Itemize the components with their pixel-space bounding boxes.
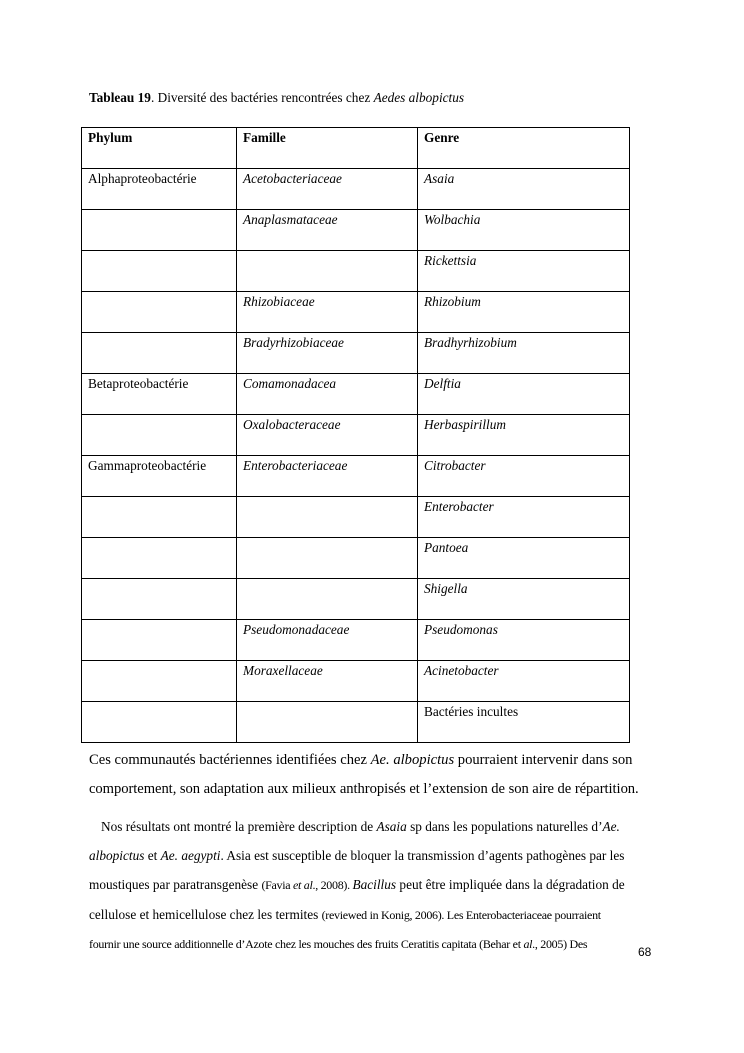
text-span: pourraient intervenir dans son [454, 752, 633, 768]
table-row [82, 210, 630, 251]
cell-phylum [82, 415, 237, 456]
cell-genre: Bactéries incultes [418, 702, 630, 743]
paragraph-line [89, 900, 656, 930]
table-row [82, 292, 630, 333]
table-row [82, 456, 630, 497]
cell-phylum: Gammaproteobactérie [82, 456, 237, 497]
cell-genre: Pseudomonas [418, 620, 630, 661]
table-row [82, 251, 630, 292]
cell-phylum [82, 497, 237, 538]
table-row [82, 497, 630, 538]
paragraph-communities [89, 746, 661, 804]
species-name: Ae. albopictus [370, 752, 455, 768]
citation: (Favia [261, 878, 293, 892]
table-row [82, 620, 630, 661]
text-span: Ces communautés bactériennes identifiées chez [89, 752, 371, 768]
cell-famille [237, 702, 418, 743]
cell-famille: Bradyrhizobiaceae [237, 333, 418, 374]
species-name: albopictus [89, 848, 145, 863]
cell-phylum [82, 620, 237, 661]
text-span: Nos résultats ont montré la première description de [101, 819, 377, 834]
text-span: fournir une source additionnelle d’Azote chez les mouches des fruits Ceratitis capitata (Behar et [89, 937, 524, 951]
cell-phylum [82, 702, 237, 743]
species-name: Bacillus [352, 877, 397, 892]
cell-famille: Enterobacteriaceae [237, 456, 418, 497]
text-span: cellulose et hemicellulose chez les termites [89, 907, 322, 922]
table-caption [89, 90, 464, 106]
cell-phylum [82, 661, 237, 702]
cell-famille: Acetobacteriaceae [237, 169, 418, 210]
table-row [82, 661, 630, 702]
table-row [82, 579, 630, 620]
paragraph-line [89, 746, 661, 775]
text-span: peut être impliquée dans la dégradation de [396, 877, 625, 892]
cell-famille: Comamonadacea [237, 374, 418, 415]
cell-genre: Rickettsia [418, 251, 630, 292]
cell-genre: Wolbachia [418, 210, 630, 251]
table-row [82, 415, 630, 456]
cell-phylum [82, 251, 237, 292]
cell-phylum [82, 210, 237, 251]
text-span: ., 2005) Des [532, 937, 588, 951]
cell-famille [237, 538, 418, 579]
header-phylum: Phylum [82, 128, 237, 169]
caption-text: . Diversité des bactéries rencontrées chez [150, 90, 374, 105]
cell-genre: Herbaspirillum [418, 415, 630, 456]
cell-genre: Asaia [418, 169, 630, 210]
cell-genre: Citrobacter [418, 456, 630, 497]
table-header-row [82, 128, 630, 169]
table-row [82, 374, 630, 415]
cell-genre: Pantoea [418, 538, 630, 579]
cell-famille: Rhizobiaceae [237, 292, 418, 333]
citation: (reviewed in Konig, 2006). Les Enterobacteriaceae pourraient [321, 908, 601, 922]
cell-genre: Delftia [418, 374, 630, 415]
table-row [82, 169, 630, 210]
cell-genre: Acinetobacter [418, 661, 630, 702]
species-name: Asaia [376, 819, 407, 834]
cell-genre: Shigella [418, 579, 630, 620]
header-famille: Famille [237, 128, 418, 169]
species-name: Ae. aegypti [160, 848, 221, 863]
table-row [82, 333, 630, 374]
cell-phylum: Alphaproteobactérie [82, 169, 237, 210]
text-span: moustiques par paratransgenèse [89, 877, 262, 892]
paragraph-results [89, 812, 656, 959]
paragraph-line [89, 812, 656, 841]
text-span: et [144, 848, 161, 863]
paragraph-line [89, 841, 656, 870]
species-name: Ae. [602, 819, 620, 834]
header-genre: Genre [418, 128, 630, 169]
cell-genre: Enterobacter [418, 497, 630, 538]
cell-famille: Oxalobacteraceae [237, 415, 418, 456]
cell-famille: Moraxellaceae [237, 661, 418, 702]
paragraph-line [89, 930, 656, 959]
citation: et al [293, 878, 313, 892]
caption-label: Tableau 19 [89, 90, 151, 105]
table-row [82, 538, 630, 579]
text-span: . Asia est susceptible de bloquer la transmission d’agents pathogènes par les [220, 848, 625, 863]
citation: ., 2008). [312, 878, 353, 892]
cell-famille: Anaplasmataceae [237, 210, 418, 251]
paragraph-line [89, 870, 656, 900]
citation: al [523, 937, 533, 951]
caption-species: Aedes albopictus [373, 90, 465, 105]
cell-genre: Rhizobium [418, 292, 630, 333]
cell-phylum [82, 292, 237, 333]
cell-phylum [82, 538, 237, 579]
cell-famille [237, 497, 418, 538]
cell-phylum: Betaproteobactérie [82, 374, 237, 415]
cell-phylum [82, 579, 237, 620]
text-span: sp dans les populations naturelles d’ [406, 819, 603, 834]
table-row [82, 702, 630, 743]
cell-famille [237, 251, 418, 292]
page-number: 68 [638, 945, 652, 959]
cell-phylum [82, 333, 237, 374]
cell-famille [237, 579, 418, 620]
cell-famille: Pseudomonadaceae [237, 620, 418, 661]
paragraph-line: comportement, son adaptation aux milieux anthropisés et l’extension de son aire de répartition. [89, 781, 639, 797]
cell-genre: Bradhyrhizobium [418, 333, 630, 374]
bacteria-table [81, 127, 630, 743]
